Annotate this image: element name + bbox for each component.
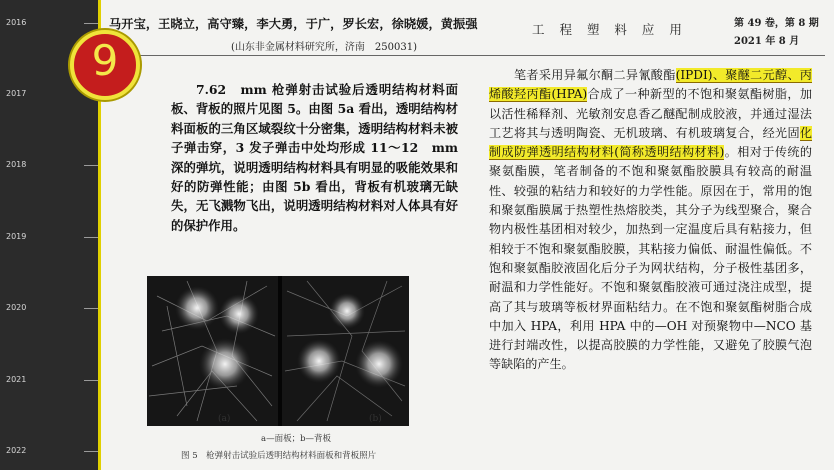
timeline-tick: [84, 165, 98, 166]
highlighted-text: 化制成防弹透明结构材料(简称透明结构材料): [489, 125, 812, 160]
left-column: [171, 80, 458, 235]
text-run: 笔者采用异氟尔酮二异氰酸酯: [514, 68, 676, 82]
year-label[interactable]: 2020: [6, 303, 27, 312]
figure-label-b: (b): [369, 414, 382, 424]
slide-number-badge: [70, 30, 140, 100]
text-run: 。相对于传统的聚氨酯膜，笔者制备的不饱和聚氨酯胶膜具有较高的耐温性、较强的粘结力和较好的力学性能。原因在于，常用的饱和聚氨酯膜属于热塑性热熔胶类，其分子为线型聚合，聚合物内极性基团相对较少，加热到一定温度后具有粘接力，但相较于不饱和聚氨酯胶膜，其粘接力偏低、耐温性偏低。不饱和聚氨酯胶液固化后分子为网状结构，分子极性基团多，耐温和力学性能好。不饱和聚氨酯胶液可通过浇注成型，提高了其与玻璃等板材界面粘结力。在不饱和聚氨酯树脂合成中加入 HPA，利用 HPA 中的—OH 对预聚物中—NCO 基进行封端改性，以提高胶膜的力学性能，又避免了胶膜气泡等缺陷的产生。: [489, 145, 812, 372]
affiliation: (山东非金属材料研究所，济南 250031): [231, 42, 417, 53]
page-header: [101, 0, 834, 56]
timeline-tick: [84, 308, 98, 309]
authors: 马开宝，王晓立，高守臻，李大勇，于广，罗长宏，徐晓媛，黄振强: [109, 17, 478, 31]
year-label[interactable]: 2016: [6, 18, 27, 27]
document-page: [101, 0, 834, 470]
method-paragraph: [489, 66, 812, 375]
shattered-glass-image: [147, 276, 409, 426]
text-run: 合成了一种新型的不饱和聚氨酯树脂，加以活性稀释剂、光敏剂安息香乙醚配制成胶液，并通过湿法工艺将其与透明陶瓷、无机玻璃、有机玻璃复合，经光固: [489, 87, 812, 140]
year-label[interactable]: 2021: [6, 375, 27, 384]
year-label[interactable]: 2019: [6, 232, 27, 241]
right-column: [489, 66, 812, 375]
figure-5-photo: [147, 276, 409, 426]
badge-number: 9: [91, 36, 119, 85]
highlighted-text: (IPDI)、聚醚二元醇、丙烯酸羟丙酯(HPA): [489, 68, 812, 102]
year-label[interactable]: 2022: [6, 446, 27, 455]
timeline-tick: [84, 451, 98, 452]
year-label[interactable]: 2017: [6, 89, 27, 98]
timeline-tick: [84, 380, 98, 381]
figure-label-a: (a): [218, 414, 231, 424]
figure-legend: a—面板；b—背板: [261, 434, 332, 444]
results-paragraph: 7.62 mm 枪弹射击试验后透明结构材料面板、背板的照片见图 5。由图 5a 看出，透明结构材料面板的三角区域裂纹十分密集，透明结构材料未被子弹击穿，3 发子弹击中处均形成 11～12 mm 深的弹坑，说明透明结构材料具有明显的吸能效果和好的防弹性能；由图 5b 看出，背板有机玻璃无缺失，无飞溅物飞出，说明透明结构材料对人体具有好的保护作用。: [171, 82, 458, 233]
figure-caption: 图 5 枪弹射击试验后透明结构材料面板和背板照片: [181, 451, 377, 461]
publication-date: 2021 年 8 月: [734, 36, 800, 47]
header-divider: [109, 55, 825, 56]
journal-title: 工 程 塑 料 应 用: [532, 22, 688, 37]
timeline-tick: [84, 23, 98, 24]
year-label[interactable]: 2018: [6, 160, 27, 169]
volume-issue: 第 49 卷，第 8 期: [734, 18, 819, 29]
timeline-tick: [84, 237, 98, 238]
